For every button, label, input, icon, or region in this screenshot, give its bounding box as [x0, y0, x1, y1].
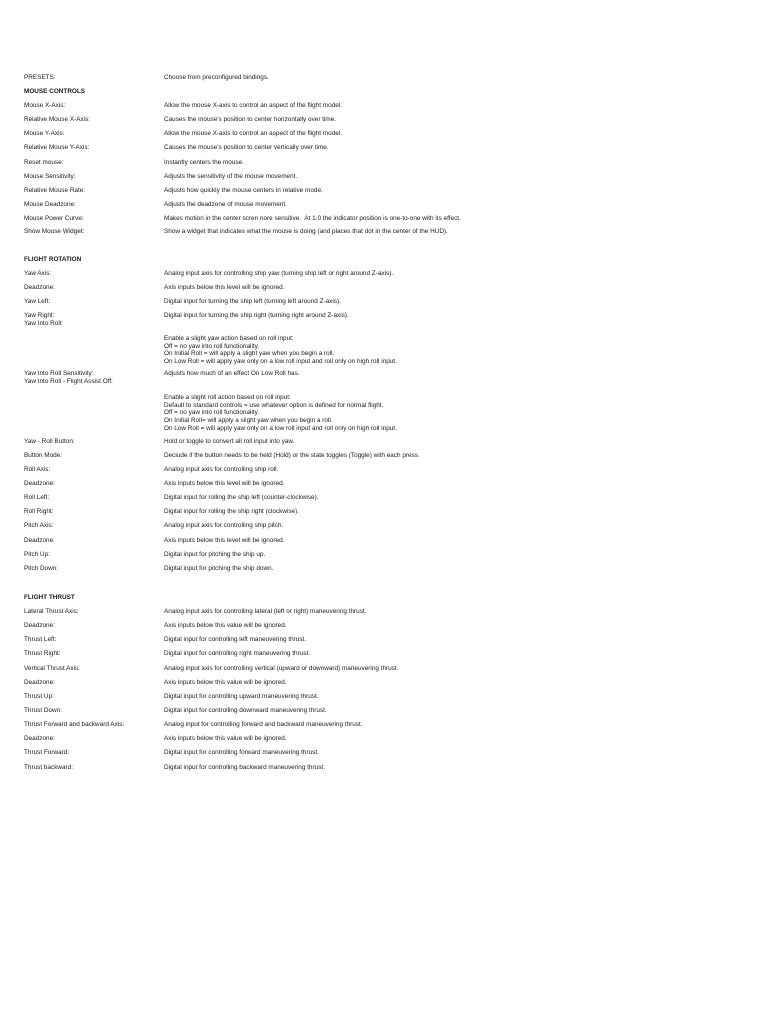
row-label: Pitch Axis:: [24, 522, 54, 529]
row-description: Digital input for pitching the ship down.: [164, 565, 274, 572]
row-label: Yaw Left:: [24, 298, 51, 305]
row-description: Show a widget that indicates what the mouse is doing (and places that dot in the center of the HUD).: [164, 228, 448, 235]
row-description: Digital input for rolling the ship right (clockwise).: [164, 508, 299, 515]
row-label: Deadzone:: [24, 480, 55, 487]
row-description: Axis inputs below this value will be ignored.: [164, 735, 287, 742]
row-label: Mouse Power Curve:: [24, 215, 84, 222]
row-label: Deadzone:: [24, 679, 55, 686]
row-label: Mouse Y-Axis:: [24, 130, 65, 137]
row-description: Digital input for controlling right maneuvering thrust.: [164, 650, 310, 657]
row-label: Roll Right:: [24, 508, 54, 515]
row-description: Axis inputs below this level will be ignored.: [164, 537, 285, 544]
row-label: Thrust Left:: [24, 636, 57, 643]
section-header-flight-thrust: FLIGHT THRUST: [24, 594, 75, 601]
row-label: Deadzone:: [24, 284, 55, 291]
row-description: Allow the mouse X-axis to control an aspect of the flight model.: [164, 102, 342, 109]
row-description: Analog input for controlling forward and backward maneuvering thrust.: [164, 721, 363, 728]
row-description: Causes the mouse's position to center vertically over time.: [164, 144, 329, 151]
row-description: Digital input for turning the ship left (turning left around Z-axis).: [164, 298, 341, 305]
row-description: Digital input for turning the ship right (turning right around Z-axis).: [164, 312, 349, 319]
row-label: Pitch Up:: [24, 551, 50, 558]
row-label: Thrust Forward and backward Axis:: [24, 721, 125, 728]
row-description: Adjusts how much of an effect On Low Roll has.: [164, 370, 300, 377]
row-label: Yaw Into Roll Sensitivity: Yaw Into Roll - Flight Assist Off:: [24, 370, 113, 385]
row-description: Digital input for pitching the ship up.: [164, 551, 266, 558]
row-description: Choose from preconfigured bindings.: [164, 74, 269, 81]
row-description: Enable a slight roll action based on roll input: Default to standard controls = use whatever option is defined for normal flight. Off = no yaw into roll functionality. On Initial Roll= will apply a slight yaw when you begin a roll. On Low Roll = will apply yaw only on a low roll input and roll only on high roll input.: [164, 394, 397, 432]
row-description: Analog input axis for controlling vertical (upward or downward) maneuvering thrust.: [164, 665, 399, 672]
row-label: Reset mouse:: [24, 159, 64, 166]
row-description: Digital input for controlling backward maneuvering thrust.: [164, 764, 325, 771]
row-description: Digital input for rolling the ship left (counter-clockwise).: [164, 494, 319, 501]
row-description: Analog input axis for controlling lateral (left or right) maneuvering thrust.: [164, 608, 367, 615]
row-label: Roll Axis:: [24, 466, 51, 473]
row-label: Relative Mouse X-Axis:: [24, 116, 91, 123]
row-label: Yaw - Roll Button:: [24, 438, 75, 445]
row-label: Deadzone:: [24, 735, 55, 742]
section-header-mouse-controls: MOUSE CONTROLS: [24, 88, 86, 95]
row-description: Analog input axis for controlling ship roll.: [164, 466, 279, 473]
row-description: Digital input for controlling upward maneuvering thrust.: [164, 693, 319, 700]
row-label: Thrust Up:: [24, 693, 54, 700]
row-label: Mouse Sensitivity:: [24, 173, 76, 180]
row-label: Vertical Thrust Axis:: [24, 665, 80, 672]
row-label: Thrust Right:: [24, 650, 61, 657]
row-label: Deadzone:: [24, 537, 55, 544]
row-description: Adjusts how quickly the mouse centers in relative mode.: [164, 187, 323, 194]
section-header-flight-rotation: FLIGHT ROTATION: [24, 256, 82, 263]
row-description: Instantly centers the mouse.: [164, 159, 244, 166]
row-description: Enable a slight yaw action based on roll input: Off = no yaw into roll functionality. On Initial Roll = will apply a slight yaw when you begin a roll. On Low Roll = will apply yaw only on a low roll input and roll only on high roll input.: [164, 335, 397, 366]
row-description: Adjusts the deadzone of mouse movement.: [164, 201, 287, 208]
row-label: PRESETS:: [24, 74, 56, 81]
row-description: Analog input axis for controlling ship yaw (turning ship left or right around Z-axis).: [164, 270, 394, 277]
row-description: Digital input for controlling left maneuvering thrust.: [164, 636, 307, 643]
row-label: Mouse X-Axis:: [24, 102, 66, 109]
row-description: Makes motion in the center scren nore sensitive. At 1.0 the indicator position is one-to-one with its effect.: [164, 215, 461, 222]
row-description: Digital input for controlling downward maneuvering thrust.: [164, 707, 327, 714]
row-label: Show Mouse Widget:: [24, 228, 85, 235]
row-label: Yaw Right: Yaw Into Roll:: [24, 312, 63, 327]
row-description: Digital input for controlling forward maneuvering thrust.: [164, 749, 319, 756]
row-label: Relative Mouse Y-Axis:: [24, 144, 90, 151]
row-description: Hold or toggle to convert all roll input into yaw.: [164, 438, 295, 445]
row-description: Causes the mouse's position to center horizontally over time.: [164, 116, 337, 123]
row-label: Roll Left:: [24, 494, 50, 501]
row-description: Axis inputs below this level will be ignored.: [164, 284, 285, 291]
row-label: Mouse Deadzone:: [24, 201, 76, 208]
row-label: Button Mode:: [24, 452, 63, 459]
row-description: Axis inputs below this value will be ignored.: [164, 622, 287, 629]
row-label: Deadzone:: [24, 622, 55, 629]
row-description: Deciude if the button needs to be held (Hold) or the state toggles (Toggle) with each press.: [164, 452, 420, 459]
row-description: Axis inputs below this value will be ignored.: [164, 679, 287, 686]
row-label: Yaw Axis:: [24, 270, 52, 277]
row-description: Adjusts the sensitivity of the mouse movement.: [164, 173, 298, 180]
row-description: Axis inputs below this level will be ignored.: [164, 480, 285, 487]
row-description: Analog input axis for controlling ship pitch.: [164, 522, 284, 529]
row-label: Thrust Down:: [24, 707, 63, 714]
row-label: Pitch Down:: [24, 565, 59, 572]
row-label: Thrust backward:: [24, 764, 74, 771]
row-label: Lateral Thrust Axis:: [24, 608, 79, 615]
row-label: Relative Mouse Rate:: [24, 187, 86, 194]
row-label: Thrust Forward:: [24, 749, 70, 756]
row-description: Allow the mouse X-axis to control an aspect of the flight model.: [164, 130, 342, 137]
